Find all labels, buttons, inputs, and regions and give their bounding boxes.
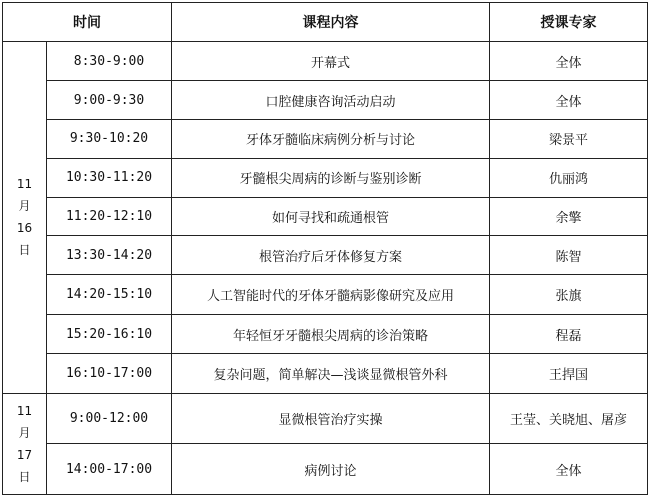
course-cell: 人工智能时代的牙体牙髓病影像研究及应用 <box>172 274 490 314</box>
date-line: 月 <box>18 199 31 214</box>
expert-cell: 全体 <box>490 444 648 495</box>
date-line: 17 <box>16 448 33 463</box>
time-cell: 8:30-9:00 <box>47 41 172 81</box>
table-row <box>3 236 648 275</box>
time-cell: 14:00-17:00 <box>47 444 172 495</box>
course-cell: 牙体牙髓临床病例分析与讨论 <box>172 120 490 159</box>
expert-cell: 梁景平 <box>490 120 648 159</box>
table-row <box>3 158 648 197</box>
expert-cell: 陈智 <box>490 236 648 275</box>
expert-cell: 全体 <box>490 81 648 120</box>
time-cell: 9:30-10:20 <box>47 120 172 159</box>
table-row <box>3 197 648 236</box>
table-row <box>3 120 648 159</box>
time-cell: 15:20-16:10 <box>47 314 172 354</box>
expert-cell: 王莹、关晓旭、屠彦 <box>490 394 648 444</box>
time-cell: 9:00-9:30 <box>47 81 172 120</box>
course-cell: 如何寻找和疏通根管 <box>172 197 490 236</box>
course-cell: 复杂问题，简单解决—浅谈显微根管外科 <box>172 354 490 394</box>
header-course: 课程内容 <box>172 3 490 42</box>
table-row <box>3 394 648 444</box>
date-line: 16 <box>16 221 33 236</box>
table-row <box>3 354 648 394</box>
course-cell: 病例讨论 <box>172 444 490 495</box>
expert-cell: 全体 <box>490 41 648 81</box>
header-time: 时间 <box>3 3 172 42</box>
date-line: 日 <box>18 470 31 485</box>
table-row <box>3 444 648 495</box>
date-line: 11 <box>16 404 33 419</box>
expert-cell: 余擎 <box>490 197 648 236</box>
expert-cell: 程磊 <box>490 314 648 354</box>
date-line: 日 <box>18 243 31 258</box>
table-row <box>3 274 648 314</box>
time-cell: 14:20-15:10 <box>47 274 172 314</box>
course-cell: 牙髓根尖周病的诊断与鉴别诊断 <box>172 158 490 197</box>
table-row <box>3 81 648 120</box>
expert-cell: 张旗 <box>490 274 648 314</box>
header-expert: 授课专家 <box>490 3 648 42</box>
date-cell-day1 <box>3 41 47 393</box>
time-cell: 16:10-17:00 <box>47 354 172 394</box>
time-cell: 10:30-11:20 <box>47 158 172 197</box>
table-row <box>3 314 648 354</box>
course-cell: 显微根管治疗实操 <box>172 394 490 444</box>
course-cell: 年轻恒牙牙髓根尖周病的诊治策略 <box>172 314 490 354</box>
header-row <box>3 3 648 42</box>
course-cell: 根管治疗后牙体修复方案 <box>172 236 490 275</box>
date-line: 11 <box>16 177 33 192</box>
time-cell: 13:30-14:20 <box>47 236 172 275</box>
time-cell: 9:00-12:00 <box>47 394 172 444</box>
schedule-table <box>2 2 648 495</box>
expert-cell: 王捍国 <box>490 354 648 394</box>
date-line: 月 <box>18 426 31 441</box>
table-row <box>3 41 648 81</box>
time-cell: 11:20-12:10 <box>47 197 172 236</box>
course-cell: 口腔健康咨询活动启动 <box>172 81 490 120</box>
course-cell: 开幕式 <box>172 41 490 81</box>
date-cell-day2 <box>3 394 47 495</box>
expert-cell: 仇丽鸿 <box>490 158 648 197</box>
